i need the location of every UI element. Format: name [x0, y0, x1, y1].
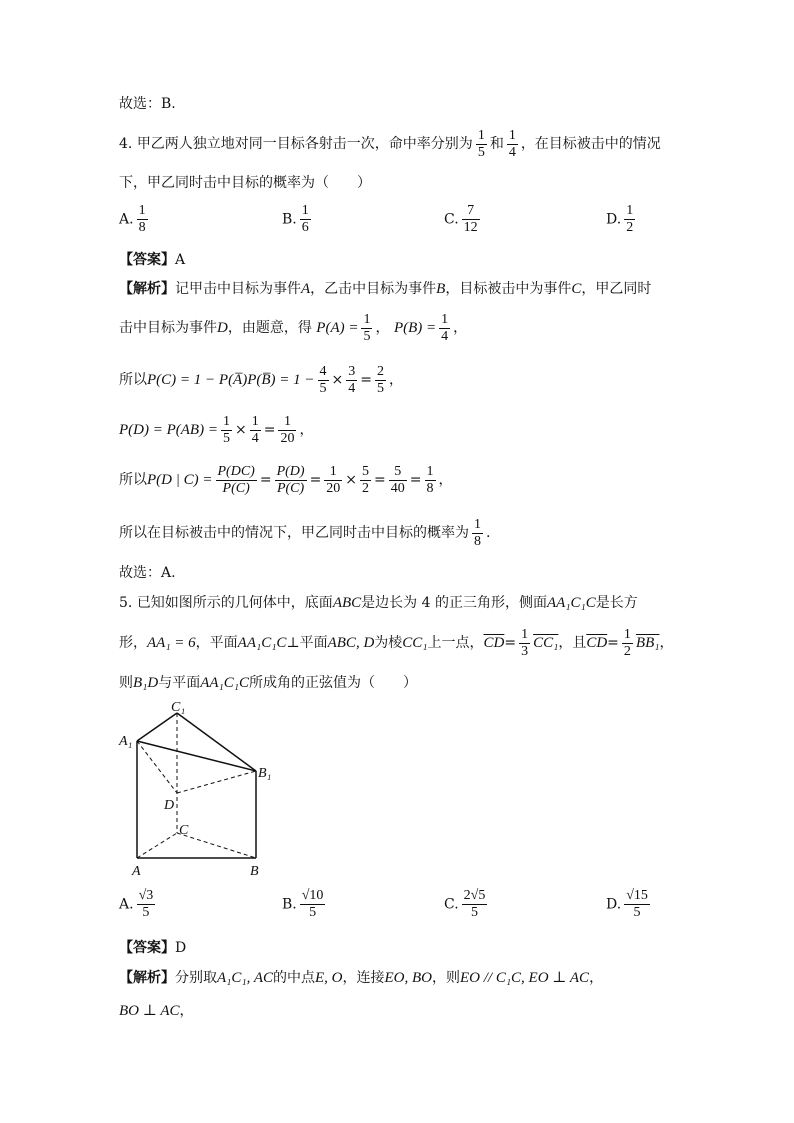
- q5-text: 所成角的正弦值为（ ）: [248, 675, 417, 691]
- option-label: C.: [444, 896, 459, 913]
- denominator: 12: [463, 220, 478, 235]
- label-a: A: [132, 864, 141, 879]
- numerator: 3: [348, 363, 356, 379]
- pc-expression: P(C) = 1 − P(A̅)P(B̅) = 1 −: [147, 372, 315, 388]
- denominator: 5: [471, 905, 479, 920]
- face-aa1c1c: AA₁C₁C: [546, 595, 596, 611]
- fraction: [375, 364, 386, 397]
- q5-option-b: [282, 888, 328, 921]
- q4-conditional-line: [119, 462, 453, 498]
- option-fraction: [462, 203, 480, 236]
- option-fraction: [137, 888, 156, 921]
- equals-sign: =: [360, 372, 372, 388]
- numerator: 1: [474, 516, 481, 532]
- denominator: 40: [390, 480, 405, 496]
- times-sign: ×: [345, 472, 358, 488]
- label-b: B: [250, 864, 259, 879]
- q5-stem-line2: [119, 625, 673, 661]
- fraction: [361, 312, 372, 345]
- fraction: [425, 464, 436, 497]
- q4-stem-text: 甲乙两人独立地对同一目标各射击一次，命中率分别为: [136, 136, 473, 152]
- q5-text: 与平面: [158, 675, 201, 691]
- denominator: 5: [319, 380, 327, 396]
- denominator: 5: [142, 905, 150, 920]
- fraction-p2: [507, 128, 518, 161]
- analysis-text: 记甲击中目标为事件: [175, 281, 301, 297]
- so-text: 所以: [119, 372, 147, 388]
- fraction-p1: [476, 128, 487, 161]
- vector-cd: $\overline{CD}$: [483, 635, 505, 651]
- denominator: 2: [626, 220, 634, 235]
- edge-a1-b1: [137, 741, 256, 771]
- numerator: 5: [362, 463, 370, 479]
- fraction: [275, 464, 307, 497]
- label-b1: B₁: [258, 766, 272, 781]
- denominator: 4: [441, 328, 449, 344]
- denominator: 2: [362, 480, 370, 496]
- q5-text: 上一点，: [427, 635, 484, 651]
- analysis-text: ，乙击中目标为事件: [310, 281, 437, 297]
- numerator: 2: [377, 363, 384, 379]
- fraction: [221, 414, 232, 447]
- relations: EO // C₁C, EO ⊥ AC: [460, 970, 590, 986]
- pd-expression: P(D) = P(AB) =: [119, 422, 218, 438]
- fraction: [318, 364, 329, 397]
- prob-a: P(A) =: [316, 320, 359, 336]
- q4-pc-line: [119, 362, 403, 398]
- q5-analysis-line2: [119, 1001, 194, 1021]
- q5-text: 已知如图所示的几何体中，底面: [136, 595, 333, 611]
- denominator: 4: [251, 430, 259, 446]
- edge-a-c: [137, 833, 177, 858]
- fraction: [519, 627, 530, 660]
- option-fraction: [300, 888, 326, 921]
- q4-stem-line1: [119, 126, 661, 162]
- event-d: D: [217, 320, 228, 336]
- denominator: 8: [138, 220, 146, 235]
- fraction: [622, 627, 633, 660]
- choice-text: 故选：B.: [119, 96, 176, 112]
- analysis-text: ，则: [432, 970, 460, 986]
- q4-number: 4.: [119, 136, 133, 152]
- q5-text: 是边长为 4 的正三角形，侧面: [361, 595, 547, 611]
- denominator: 6: [301, 220, 309, 235]
- equals-sign: =: [259, 472, 272, 488]
- fraction: [346, 364, 357, 397]
- q4-stem-text2: ，在目标被击中的情况: [520, 136, 661, 152]
- aa1-length: AA₁ = 6: [147, 635, 196, 651]
- face-aa1c1c: AA₁C₁C: [237, 635, 287, 651]
- q4-option-c: [444, 203, 483, 236]
- conditional-lhs: P(D | C) =: [147, 472, 213, 488]
- q5-number: 5.: [119, 595, 133, 611]
- comma: ，: [389, 372, 403, 388]
- q5-analysis-line1: [119, 968, 603, 988]
- q4-stem-line2: [119, 173, 371, 193]
- edge-d-b1: [177, 771, 256, 793]
- q5-text: 则: [119, 675, 133, 691]
- option-label: D.: [606, 211, 622, 228]
- times-sign: ×: [331, 372, 344, 388]
- edge-c1-b1: [177, 713, 256, 771]
- denominator: 5: [363, 328, 371, 344]
- base-abc: ABC: [332, 595, 362, 611]
- segment-b1d: B₁D: [133, 675, 159, 691]
- denominator: 5: [377, 380, 384, 396]
- q5-text: 形，: [119, 635, 147, 651]
- denominator: 8: [426, 480, 434, 496]
- q4-conclusion-line: [119, 515, 490, 551]
- analysis-text: 击中目标为事件: [119, 320, 217, 336]
- numerator: 1: [477, 127, 485, 143]
- q4-stem-text3: 下，甲乙同时击中目标的概率为（ ）: [119, 175, 371, 191]
- points: A₁C₁, AC: [217, 970, 273, 986]
- vector-cd: $\overline{CD}$: [586, 635, 608, 651]
- numerator: 1: [426, 463, 434, 479]
- answer-value: D: [175, 940, 187, 956]
- face-aa1c1c: AA₁C₁C: [200, 675, 249, 691]
- numerator: 5: [389, 464, 407, 481]
- period: .: [486, 525, 491, 541]
- comma: ，: [375, 320, 390, 336]
- option-label: A.: [119, 896, 134, 913]
- option-label: C.: [444, 211, 459, 228]
- q5-option-d: [606, 888, 653, 921]
- q5-text: 是长方: [595, 595, 638, 611]
- denominator: 5: [477, 144, 485, 160]
- label-c1: C₁: [171, 700, 186, 715]
- option-fraction: [462, 888, 488, 921]
- analysis-tag: 【解析】: [119, 970, 175, 986]
- edge-cc1: CC₁: [402, 635, 428, 651]
- times-sign: ×: [234, 422, 247, 438]
- option-fraction: [624, 203, 635, 236]
- numerator: √10: [301, 888, 324, 903]
- q5-text: ，且: [558, 635, 587, 651]
- q5-text: 为棱: [374, 635, 403, 651]
- equals-sign: =: [409, 472, 422, 488]
- and-text: 和: [489, 136, 504, 152]
- fraction: [389, 464, 407, 497]
- vector-bb1: BB₁: [635, 635, 660, 651]
- option-fraction: [137, 203, 148, 236]
- numerator: 1: [138, 203, 146, 218]
- numerator: 1: [222, 413, 230, 429]
- q5-stem-line1: [119, 593, 638, 613]
- numerator: 7: [462, 203, 480, 220]
- numerator: P(D): [276, 463, 305, 479]
- denominator: P(C): [222, 480, 250, 496]
- option-label: B.: [282, 211, 297, 228]
- numerator: 2√5: [463, 888, 486, 903]
- denominator: P(C): [276, 480, 305, 496]
- numerator: 1: [301, 203, 309, 218]
- event-b: B: [436, 281, 446, 297]
- equals-sign: =: [309, 472, 322, 488]
- q4-analysis-line1: [119, 279, 651, 299]
- fraction: [360, 464, 371, 497]
- analysis-text: 分别取: [175, 970, 217, 986]
- analysis-text: ，目标被击中为事件: [445, 281, 572, 297]
- q5-option-a: [119, 888, 158, 921]
- analysis-text: 的中点: [273, 970, 315, 986]
- numerator: 1: [441, 311, 449, 327]
- relation: BO ⊥ AC: [119, 1003, 180, 1019]
- numerator: 1: [508, 127, 516, 143]
- q4-pd-line: [119, 412, 313, 448]
- answer-value: A: [175, 252, 186, 268]
- q4-answer-line: [119, 250, 185, 270]
- equals-sign: =: [504, 635, 517, 651]
- fraction: [250, 414, 261, 447]
- numerator: 1: [363, 311, 371, 327]
- option-label: B.: [282, 896, 297, 913]
- analysis-text: ，甲乙同时: [581, 281, 652, 297]
- analysis-text: ，由题意，得: [227, 320, 312, 336]
- comma: ，: [179, 1003, 194, 1019]
- perp-sign: ⊥: [286, 635, 300, 651]
- denominator: 3: [521, 643, 529, 659]
- q4-option-d: [606, 203, 638, 236]
- q5-text: 平面: [299, 635, 328, 651]
- numerator: 4: [319, 363, 327, 379]
- event-a: A: [301, 281, 311, 297]
- comma: ，: [589, 970, 604, 986]
- label-d: D: [164, 798, 175, 813]
- segments: EO, BO: [384, 970, 432, 986]
- denominator: 2: [623, 643, 631, 659]
- analysis-tag: 【解析】: [119, 281, 175, 297]
- fraction: [278, 414, 296, 447]
- denominator: 8: [474, 533, 481, 549]
- q4-option-b: [282, 203, 314, 236]
- edge-c-b: [177, 833, 256, 858]
- q5-option-c: [444, 888, 490, 921]
- vector-cc1: CC₁: [533, 635, 559, 651]
- q5-stem-line3: [119, 673, 417, 693]
- numerator: √15: [626, 888, 648, 903]
- edge-a1-c1: [137, 713, 177, 741]
- choice-text: 故选：A.: [119, 565, 176, 581]
- equals-sign: =: [607, 635, 619, 651]
- answer-tag: 【答案】: [119, 252, 175, 268]
- label-a1: A₁: [119, 734, 133, 749]
- denominator: 5: [309, 905, 317, 920]
- q5-answer-line: [119, 938, 186, 958]
- comma: ，: [438, 472, 453, 488]
- option-fraction: [300, 203, 311, 236]
- numerator: √3: [138, 888, 154, 903]
- q4-option-a: [119, 203, 151, 236]
- denominator: 5: [222, 430, 230, 446]
- event-c: C: [571, 281, 582, 297]
- fraction: [216, 464, 257, 497]
- equals-sign: =: [374, 472, 386, 488]
- comma: ，: [453, 320, 468, 336]
- numerator: 1: [324, 464, 342, 481]
- points: E, O: [315, 970, 343, 986]
- answer-tag: 【答案】: [119, 940, 175, 956]
- numerator: 1: [623, 626, 631, 642]
- denominator: 20: [326, 480, 341, 496]
- equals-sign: =: [263, 422, 276, 438]
- comma: ，: [299, 422, 314, 438]
- denominator: 20: [280, 430, 295, 446]
- prism-figure: [115, 700, 285, 882]
- option-fraction: [624, 888, 650, 921]
- q5-text: ，平面: [195, 635, 238, 651]
- q4-analysis-line2: [119, 310, 467, 346]
- numerator: 1: [278, 414, 296, 431]
- numerator: 1: [626, 203, 634, 218]
- label-c: C: [179, 823, 189, 838]
- denominator: 4: [348, 380, 356, 396]
- denominator: 4: [508, 144, 516, 160]
- option-label: A.: [119, 211, 134, 228]
- numerator: 1: [521, 626, 529, 642]
- analysis-text: ，连接: [342, 970, 385, 986]
- solution-choice-line: [119, 94, 176, 114]
- solution-choice-line: [119, 563, 176, 583]
- comma: ，: [659, 635, 674, 651]
- fraction: [439, 312, 450, 345]
- so-text: 所以: [119, 472, 147, 488]
- denominator: 5: [633, 905, 641, 920]
- plane-abc-d: ABC, D: [327, 635, 375, 651]
- numerator: 1: [251, 413, 259, 429]
- fraction: [324, 464, 342, 497]
- fraction: [472, 517, 483, 550]
- numerator: P(DC): [217, 463, 255, 479]
- option-label: D.: [606, 896, 622, 913]
- conclusion-text: 所以在目标被击中的情况下，甲乙同时击中目标的概率为: [119, 525, 469, 541]
- prob-b: P(B) =: [393, 320, 437, 336]
